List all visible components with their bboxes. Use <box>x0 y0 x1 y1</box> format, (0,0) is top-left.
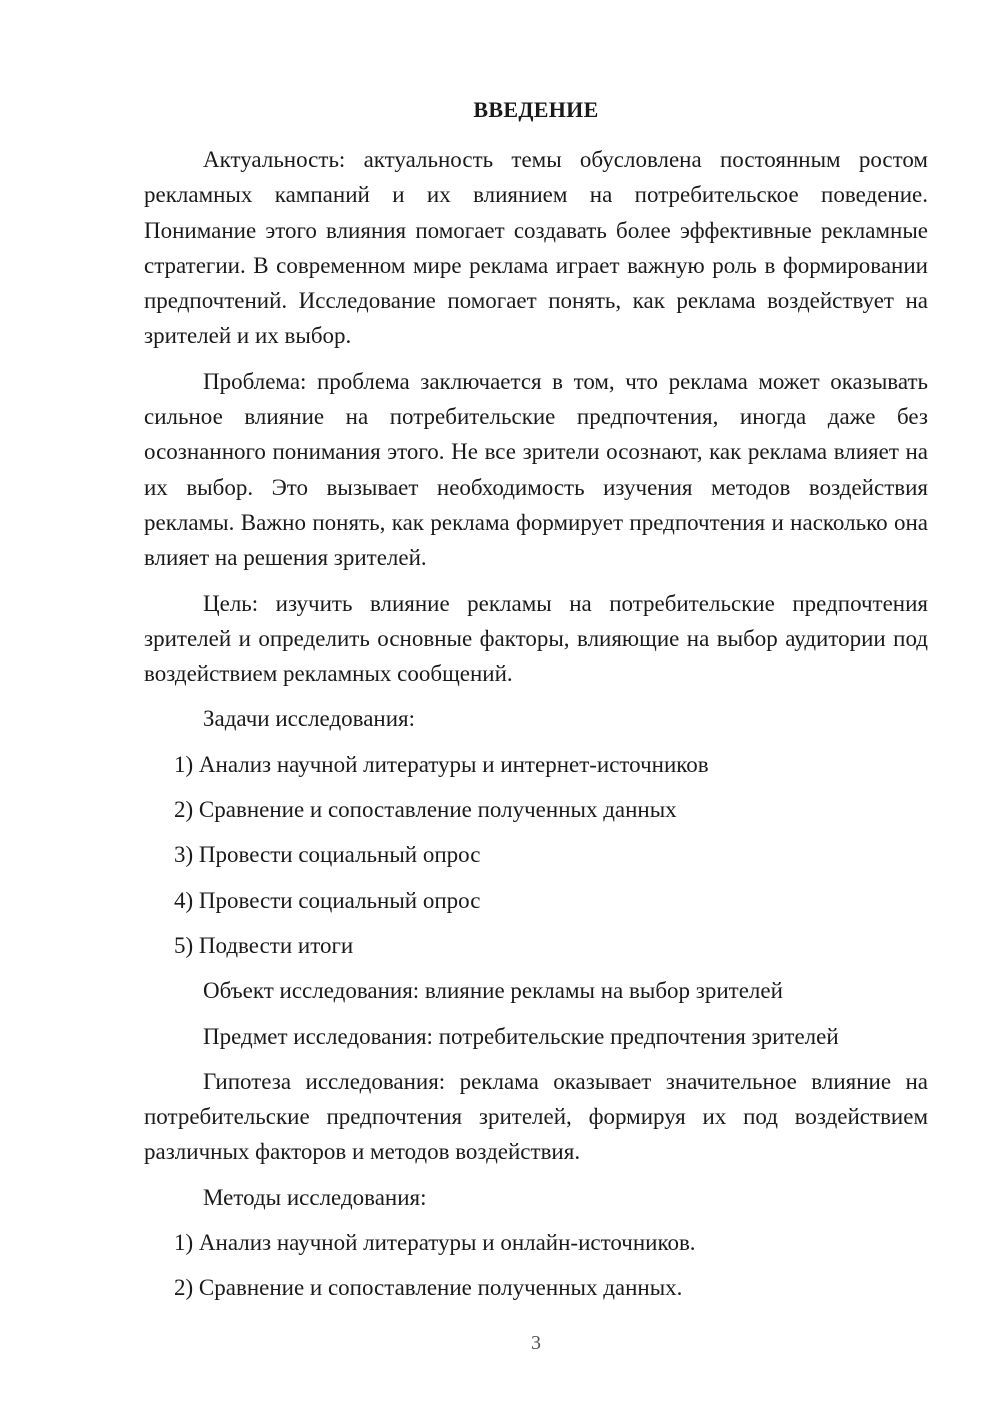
research-object: Объект исследования: влияние рекламы на выбор зрителей <box>203 978 783 1004</box>
page-title: ВВЕДЕНИЕ <box>473 97 599 122</box>
methods-heading: Методы исследования: <box>203 1184 427 1210</box>
problem-paragraph: Проблема: проблема заключается в том, что реклама может оказывать сильное влияние на потребительские предпочтения, иногда даже без осознанного понимания этого. Не все зрители осознают, как реклама влияет на их выбор. Это вызывает необходимость изучения методов воздействия рекламы. Важно понять, как реклама формирует предпочтения и насколько она влияет на решения зрителей. <box>144 368 928 571</box>
task-item: 5) Подвести итоги <box>174 932 354 958</box>
tasks-heading: Задачи исследования: <box>203 706 416 732</box>
task-item: 1) Анализ научной литературы и интернет-источников <box>174 751 709 777</box>
task-item: 3) Провести социальный опрос <box>174 842 481 868</box>
page-content <box>144 92 928 1316</box>
method-item: 1) Анализ научной литературы и онлайн-источников. <box>174 1230 696 1256</box>
hypothesis-paragraph: Гипотеза исследования: реклама оказывает значительное влияние на потребительские предпочтения зрителей, формируя их под воздействием различных факторов и методов воздействия. <box>144 1068 928 1165</box>
task-item: 2) Сравнение и сопоставление полученных данных <box>174 797 677 823</box>
method-item: 2) Сравнение и сопоставление полученных данных. <box>174 1275 683 1301</box>
task-item: 4) Провести социальный опрос <box>174 887 481 913</box>
page-number: 3 <box>531 1332 541 1354</box>
relevance-paragraph: Актуальность: актуальность темы обусловлена постоянным ростом рекламных кампаний и их влиянием на потребительское поведение. Понимание этого влияния помогает создавать более эффективные рекламные стратегии. В современном мире реклама играет важную роль в формировании предпочтений. Исследование помогает понять, как реклама воздействует на зрителей и их выбор. <box>144 147 928 349</box>
goal-paragraph: Цель: изучить влияние рекламы на потребительские предпочтения зрителей и определить основные факторы, влияющие на выбор аудитории под воздействием рекламных сообщений. <box>144 590 928 687</box>
research-subject: Предмет исследования: потребительские предпочтения зрителей <box>203 1023 839 1049</box>
